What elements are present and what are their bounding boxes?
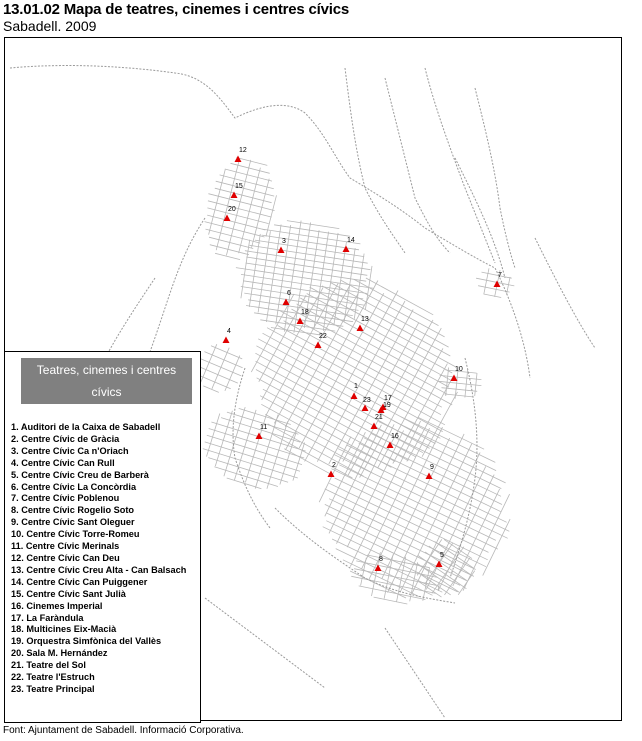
site-marker-label: 8 bbox=[379, 556, 383, 563]
legend-item: 15. Centre Cívic Sant Julià bbox=[11, 588, 126, 599]
site-marker-label: 4 bbox=[227, 328, 231, 335]
site-marker-label: 11 bbox=[260, 424, 268, 431]
site-marker-label: 18 bbox=[301, 309, 309, 316]
site-marker-22 bbox=[315, 342, 322, 349]
site-marker-label: 20 bbox=[228, 206, 236, 213]
site-marker-2 bbox=[328, 471, 335, 478]
site-marker-5 bbox=[436, 561, 443, 568]
legend-item: 13. Centre Cívic Creu Alta - Can Balsach bbox=[11, 564, 187, 575]
map-title: 13.01.02 Mapa de teatres, cinemes i centres cívics bbox=[3, 1, 350, 18]
legend-item: 8. Centre Cívic Rogelio Soto bbox=[11, 505, 135, 516]
legend-item: 17. La Faràndula bbox=[11, 612, 84, 623]
site-marker-label: 16 bbox=[391, 433, 399, 440]
legend-item: 18. Multicines Eix-Macià bbox=[11, 624, 117, 635]
site-marker-label: 14 bbox=[347, 237, 355, 244]
site-marker-23 bbox=[362, 405, 369, 412]
legend-item: 19. Orquestra Simfònica del Vallès bbox=[11, 636, 162, 647]
legend-item: 1. Auditori de la Caixa de Sabadell bbox=[11, 422, 161, 432]
legend-item: 23. Teatre Principal bbox=[11, 683, 95, 694]
legend-item: 12. Centre Cívic Can Deu bbox=[11, 552, 120, 563]
legend-panel bbox=[4, 351, 201, 723]
site-marker-7 bbox=[494, 281, 501, 288]
site-marker-label: 10 bbox=[455, 366, 463, 373]
site-marker-label: 22 bbox=[319, 333, 327, 340]
site-marker-label: 17 bbox=[384, 395, 392, 402]
legend-item: 22. Teatre l'Estruch bbox=[11, 672, 95, 683]
site-marker-label: 1 bbox=[354, 383, 358, 390]
site-marker-label: 7 bbox=[498, 272, 502, 279]
site-marker-label: 23 bbox=[363, 397, 371, 404]
legend-item: 20. Sala M. Hernández bbox=[11, 648, 108, 659]
legend-item: 2. Centre Cívic de Gràcia bbox=[11, 433, 120, 444]
site-marker-1 bbox=[351, 393, 358, 400]
legend-item: 7. Centre Cívic Poblenou bbox=[11, 493, 120, 504]
site-marker-10 bbox=[451, 375, 458, 382]
site-marker-label: 2 bbox=[332, 462, 336, 469]
site-marker-label: 19 bbox=[383, 402, 391, 409]
site-marker-label: 13 bbox=[361, 316, 369, 323]
site-marker-4 bbox=[223, 337, 230, 344]
site-marker-label: 9 bbox=[430, 464, 434, 471]
map-subtitle: Sabadell. 2009 bbox=[3, 18, 97, 34]
legend-item: 6. Centre Cívic La Concòrdia bbox=[11, 481, 137, 492]
legend-item: 9. Centre Cívic Sant Oleguer bbox=[11, 517, 135, 528]
site-marker-14 bbox=[343, 246, 350, 253]
site-marker-13 bbox=[357, 325, 364, 332]
site-marker-label: 6 bbox=[287, 290, 291, 297]
legend-item: 10. Centre Cívic Torre-Romeu bbox=[11, 529, 140, 540]
legend-item: 3. Centre Cívic Ca n'Oriach bbox=[11, 445, 129, 456]
legend-item: 11. Centre Cívic Merinals bbox=[11, 541, 120, 552]
legend-item: 14. Centre Cívic Can Puiggener bbox=[11, 576, 148, 587]
site-marker-label: 21 bbox=[375, 414, 383, 421]
legend-item: 16. Cinemes Imperial bbox=[11, 600, 103, 611]
site-marker-label: 15 bbox=[235, 183, 243, 190]
street-network bbox=[197, 158, 515, 605]
site-marker-label: 5 bbox=[440, 552, 444, 559]
legend-item: 5. Centre Cívic Creu de Barberà bbox=[11, 469, 149, 480]
site-marker-16 bbox=[387, 442, 394, 449]
legend-title: Teatres, cinemes i centres cívics bbox=[21, 358, 192, 404]
site-marker-label: 3 bbox=[282, 238, 286, 245]
site-marker-label: 12 bbox=[239, 147, 247, 154]
source-note: Font: Ajuntament de Sabadell. Informació Corporativa. bbox=[3, 725, 244, 736]
legend-list bbox=[11, 422, 191, 696]
legend-item: 4. Centre Cívic Can Rull bbox=[11, 457, 115, 468]
legend-item: 21. Teatre del Sol bbox=[11, 660, 86, 671]
